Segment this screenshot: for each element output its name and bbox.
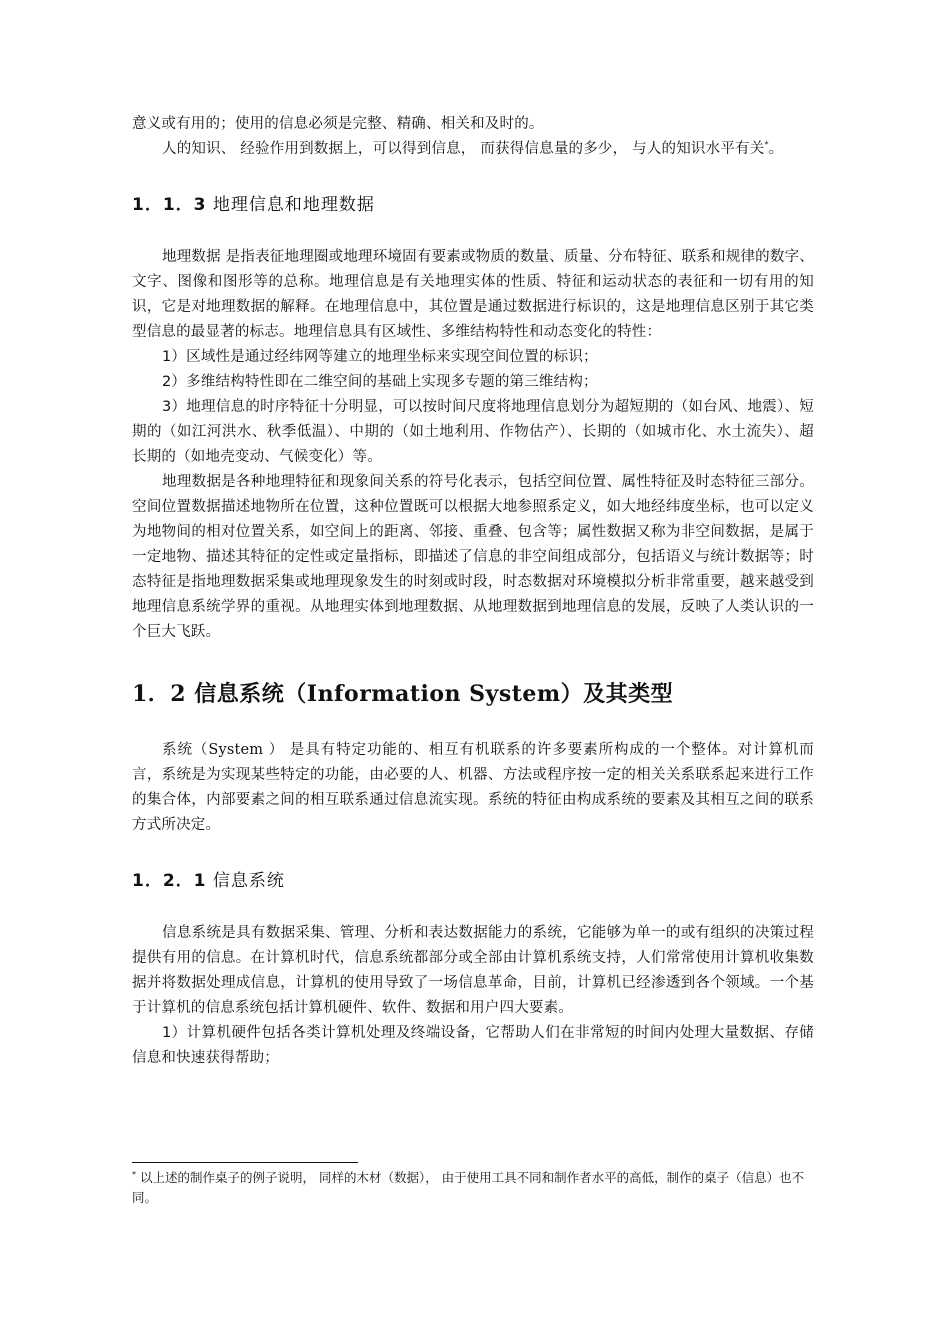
system-definition-paragraph: [132, 738, 814, 838]
section-number: 1．1．3: [132, 195, 207, 215]
footnote-divider: [132, 1162, 358, 1163]
footnote: [132, 1168, 814, 1208]
intro-paragraph-2: [132, 137, 814, 162]
system-definition-text: 是具有特定功能的、相互有机联系的许多要素所构成的一个整体。对计算机而言，系统是为实现某些特定的功能，由必要的人、机器、方法或程序按一定的相关关系联系起来进行工作的集合体，内部要素之间的相互联系通过信息流实现。系统的特征由构成系统的要素及其相互之间的联系方式所决定。: [132, 742, 814, 833]
section-number: 1．2．1: [132, 871, 207, 891]
footnote-text: 以上述的制作桌子的例子说明， 同样的木材（数据）， 由于使用工具不同和制作者水平的高低，制作的桌子（信息）也不同。: [132, 1170, 805, 1205]
section-title: 信息系统: [212, 871, 285, 891]
intro-paragraph-2-end: 。: [768, 141, 784, 157]
intro-paragraph-2-text: 人的知识、 经验作用到数据上，可以得到信息， 而获得信息量的多少， 与人的知识水平有关: [162, 141, 765, 157]
system-term: 系统（System ）: [162, 742, 285, 758]
footnote-mark: *: [132, 1169, 136, 1179]
section-heading-1-2: 1．2 信息系统（Information System）及其类型: [132, 681, 674, 707]
section-title: 地理信息和地理数据: [212, 195, 375, 215]
section-heading-1-2-1: [132, 866, 814, 891]
info-system-paragraph: 信息系统是具有数据采集、管理、分析和表达数据能力的系统，它能够为单一的或有组织的决策过程提供有用的信息。在计算机时代，信息系统都部分或全部由计算机系统支持，人们常常使用计算机收集数据并将数据处理成信息，计算机的使用导致了一场信息革命，目前，计算机已经渗透到各个领域。一个基于计算机的信息系统包括计算机硬件、软件、数据和用户四大要素。: [132, 925, 814, 1016]
hardware-list-item: 1）计算机硬件包括各类计算机处理及终端设备，它帮助人们在非常短的时间内处理大量数据、存储信息和快速获得帮助；: [132, 1025, 814, 1066]
list-item-2: 2）多维结构特性即在二维空间的基础上实现多专题的第三维结构；: [162, 374, 598, 390]
footnote-reference-mark[interactable]: *: [764, 140, 769, 150]
list-item-3: 3）地理信息的时序特征十分明显，可以按时间尺度将地理信息划分为超短期的（如台风、地震）、短期的（如江河洪水、秋季低温）、中期的（如土地利用、作物估产）、长期的（如城市化、水土流失）、超长期的（如地壳变动、气候变化）等。: [132, 399, 814, 465]
intro-paragraph-1: 意义或有用的；使用的信息必须是完整、精确、相关和及时的。: [132, 116, 544, 132]
geo-data-paragraph: 地理数据 是指表征地理圈或地理环境固有要素或物质的数量、质量、分布特征、联系和规律的数字、文字、图像和图形等的总称。地理信息是有关地理实体的性质、特征和运动状态的表征和一切有用的知识，它是对地理数据的解释。在地理信息中，其位置是通过数据进行标识的，这是地理信息区别于其它类型信息的最显著的标志。地理信息具有区域性、多维结构特性和动态变化的特性：: [132, 249, 814, 340]
document-body: [132, 112, 814, 1071]
section-heading-1-1-3: [132, 190, 814, 215]
geo-data-components-paragraph: 地理数据是各种地理特征和现象间关系的符号化表示，包括空间位置、属性特征及时态特征三部分。空间位置数据描述地物所在位置，这种位置既可以根据大地参照系定义，如大地经纬度坐标，也可以定义为地物间的相对位置关系，如空间上的距离、邻接、重叠、包含等；属性数据又称为非空间数据，是属于一定地物、描述其特征的定性或定量指标，即描述了信息的非空间组成部分，包括语义与统计数据等；时态特征是指地理数据采集或地理现象发生的时刻或时段，时态数据对环境模拟分析非常重要，越来越受到地理信息系统学界的重视。从地理实体到地理数据、从地理数据到地理信息的发展，反映了人类认识的一个巨大飞跃。: [132, 474, 814, 640]
list-item-1: 1）区域性是通过经纬网等建立的地理坐标来实现空间位置的标识；: [162, 349, 598, 365]
